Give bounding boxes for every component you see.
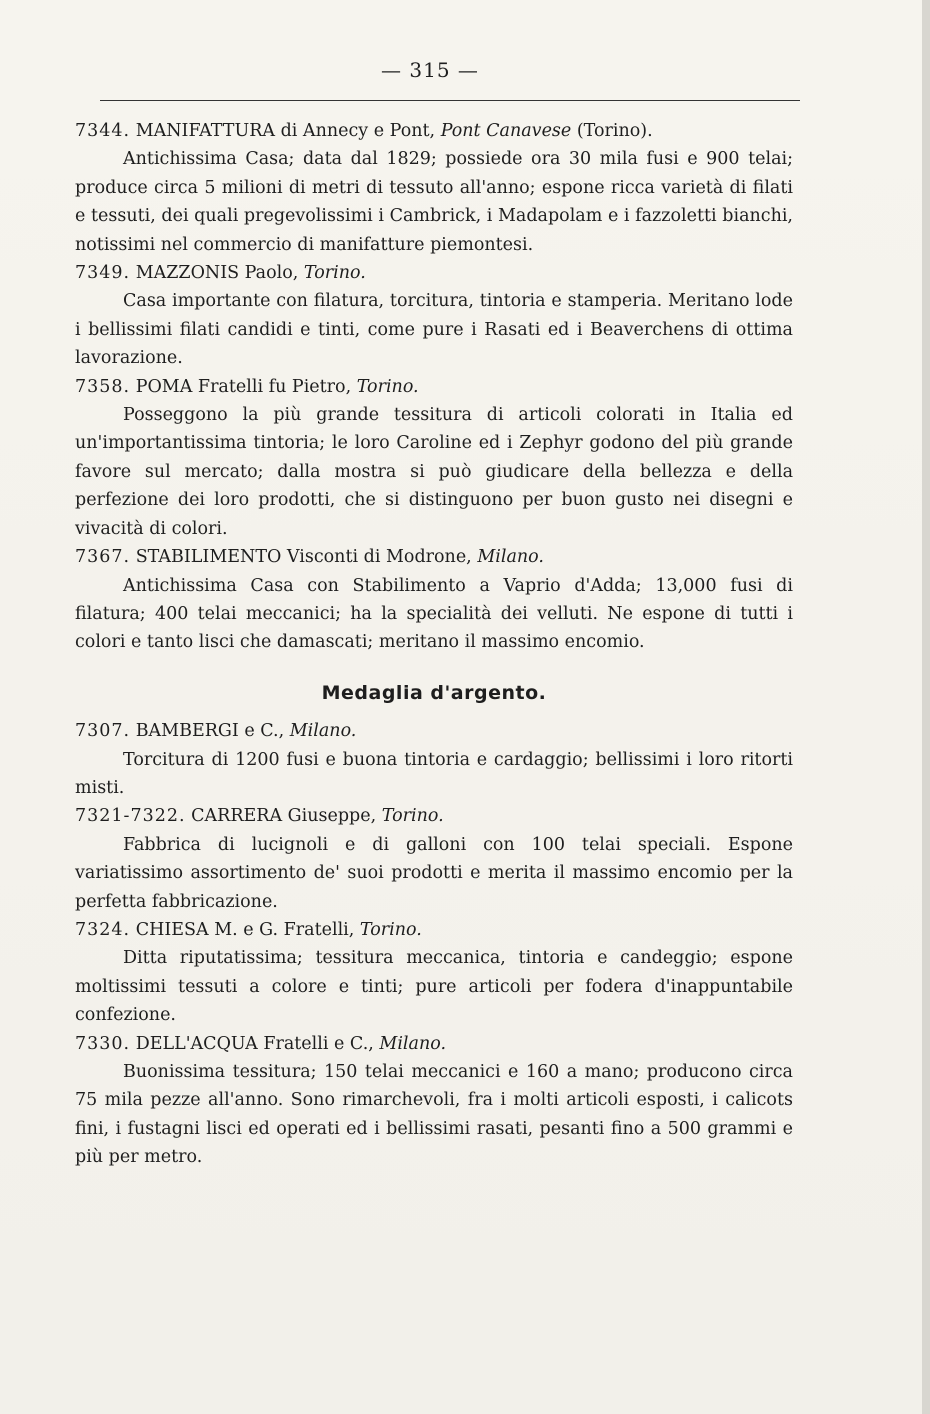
page-edge: [922, 0, 930, 1414]
entry-number: 7344.: [75, 121, 131, 141]
entry-7358: [75, 373, 793, 543]
entry-city: Pont Canavese: [440, 121, 572, 141]
entry-7321-7322: [75, 802, 793, 916]
entry-heading: [75, 916, 793, 944]
page-content: [75, 117, 793, 1172]
entry-number: 7349.: [75, 263, 131, 284]
entry-7330: [75, 1030, 793, 1172]
entry-city: Milano.: [477, 547, 544, 568]
entry-description: Ditta riputatissima; tessitura meccanica, tintoria e candeggio; espone moltissimi tessuti a colore e tinti; pure articoli per fodera d'inappuntabile confezione.: [75, 948, 793, 1026]
entry-exhibitor: CHIESA M. e G. Fratelli,: [135, 919, 355, 940]
entry-7349: [75, 259, 793, 373]
entry-7324: [75, 916, 793, 1030]
entry-province: (Torino).: [576, 121, 653, 141]
entry-city: Milano.: [289, 721, 357, 742]
entry-heading: [75, 1030, 793, 1058]
entry-description: Antichissima Casa; data dal 1829; possiede ora 30 mila fusi e 900 telai; produce circa 5 milioni di metri di tessuto all'anno; espone ricca varietà di filati e tessuti, dei quali pregevolissimi i Cambrick, i Madapolam e i fazzoletti bianchi, notissimi nel commercio di manifatture piemontesi.: [75, 149, 793, 255]
entry-city: Torino.: [303, 263, 366, 284]
entry-heading: [75, 373, 793, 401]
entry-7367: [75, 543, 793, 657]
entry-7344: [75, 117, 793, 259]
page-number: — 315 —: [381, 58, 479, 82]
entry-number: 7324.: [75, 919, 131, 940]
entry-description: Torcitura di 1200 fusi e buona tintoria e cardaggio; bellissimi i loro ritorti misti.: [75, 749, 793, 798]
entry-description: Casa importante con filatura, torcitura, tintoria e stamperia. Meritano lode i bellissimi filati candidi e tinti, come pure i Rasati ed i Beaverchens di ottima lavorazione.: [75, 291, 793, 369]
entry-city: Milano.: [379, 1033, 447, 1054]
entry-number: 7321-7322.: [75, 806, 186, 827]
entry-city: Torino.: [381, 806, 444, 827]
entry-number: 7307.: [75, 721, 131, 742]
entry-number: 7358.: [75, 376, 131, 397]
entry-heading: [75, 802, 793, 830]
section-heading: Medaglia d'argento.: [321, 681, 547, 704]
entry-description: Antichissima Casa con Stabilimento a Vaprio d'Adda; 13,000 fusi di filatura; 400 telai meccanici; ha la specialità dei velluti. Ne espone di tutti i colori e tanto lisci che damascati; meritano il massimo encomio.: [75, 575, 793, 653]
entry-heading: [75, 543, 793, 571]
entry-description: Fabbrica di lucignoli e di galloni con 100 telai speciali. Espone variatissimo assortimento de' suoi prodotti e merita il massimo encomio per la perfetta fabbricazione.: [75, 834, 793, 912]
entry-exhibitor: MANIFATTURA di Annecy e Pont,: [135, 121, 436, 141]
entry-exhibitor: POMA Fratelli fu Pietro,: [135, 376, 352, 397]
entry-description: Buonissima tessitura; 150 telai meccanici e 160 a mano; producono circa 75 mila pezze all'anno. Sono rimarchevoli, fra i molti articoli esposti, i calicots fini, i fustagni lisci ed operati ed i bellissimi rasati, pesanti fino a 500 grammi e più per metro.: [75, 1062, 793, 1168]
entry-exhibitor: BAMBERGI e C.,: [135, 721, 285, 742]
entry-heading: [75, 259, 793, 287]
entry-exhibitor: STABILIMENTO Visconti di Modrone,: [135, 547, 472, 568]
entry-number: 7330.: [75, 1033, 131, 1054]
entry-city: Torino.: [356, 376, 419, 397]
entry-heading: [75, 117, 793, 145]
entry-number: 7367.: [75, 547, 131, 568]
entry-exhibitor: DELL'ACQUA Fratelli e C.,: [135, 1033, 374, 1054]
entry-exhibitor: MAZZONIS Paolo,: [135, 263, 299, 284]
entry-exhibitor: CARRERA Giuseppe,: [191, 806, 377, 827]
entry-city: Torino.: [359, 919, 422, 940]
entry-description: Posseggono la più grande tessitura di articoli colorati in Italia ed un'importantissima tintoria; le loro Caroline ed i Zephyr godono del più grande favore sul mercato; dalla mostra si può giudicare della bellezza e della perfezione dei loro prodotti, che si distinguono per buon gusto nei disegni e vivacità di colori.: [75, 405, 793, 539]
entry-heading: [75, 717, 793, 745]
header-rule: [100, 100, 800, 101]
entry-7307: [75, 717, 793, 802]
